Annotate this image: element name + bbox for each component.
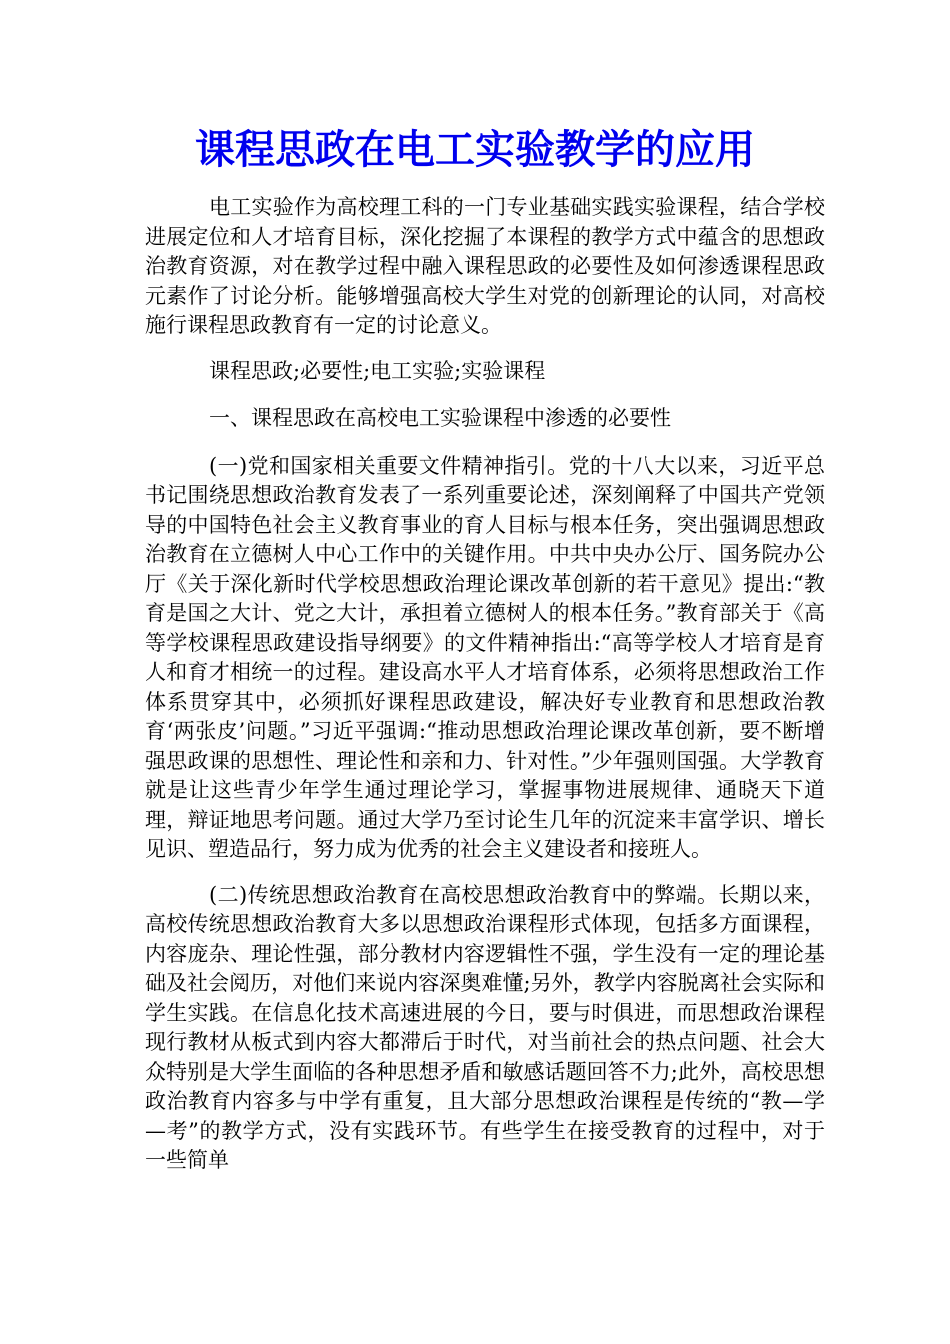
abstract-paragraph: 电工实验作为高校理工科的一门专业基础实践实验课程，结合学校进展定位和人才培育目标，深化挖掘了本课程的教学方式中蕴含的思想政治教育资源，对在教学过程中融入课程思政的必要性及如何渗透课程思政元素作了讨论分析。能够增强高校大学生对党的创新理论的认同，对高校施行课程思政教育有一定的讨论意义。 — [145, 195, 825, 337]
document-body — [145, 193, 825, 1192]
body-paragraph: (一)党和国家相关重要文件精神指引。党的十八大以来，习近平总书记围绕思想政治教育发表了一系列重要论述，深刻阐释了中国共产党领导的中国特色社会主义教育事业的育人目标与根本任务，突出强调思想政治教育在立德树人中心工作中的关键作用。中共中央办公厅、国务院办公厅《关于深化新时代学校思想政治理论课改革创新的若干意见》提出:“教育是国之大计、党之大计，承担着立德树人的根本任务。”教育部关于《高等学校课程思政建设指导纲要》的文件精神指出:“高等学校人才培育是育人和育才相统一的过程。建设高水平人才培育体系，必须将思想政治工作体系贯穿其中，必须抓好课程思政建设，解决好专业教育和思想政治教育‘两张皮’问题。”习近平强调:“推动思想政治理论课改革创新，要不断增强思政课的思想性、理论性和亲和力、针对性。”少年强则国强。大学教育就是让这些青少年学生通过理论学习，掌握事物进展规律、通晓天下道理，辩证地思考问题。通过大学乃至讨论生几年的沉淀来丰富学识、增长见识、塑造品行，努力成为优秀的社会主义建设者和接班人。 — [145, 453, 825, 861]
section-heading: 一、课程思政在高校电工实验课程中渗透的必要性 — [209, 406, 671, 430]
keywords-line: 课程思政;必要性;电工实验;实验课程 — [209, 358, 546, 383]
body-paragraph: (二)传统思想政治教育在高校思想政治教育中的弊端。长期以来，高校传统思想政治教育大多以思想政治课程形式体现，包括多方面课程，内容庞杂、理论性强，部分教材内容逻辑性不强，学生没有一定的理论基础及社会阅历，对他们来说内容深奥难懂;另外，教学内容脱离社会实际和学生实践。在信息化技术高速进展的今日，要与时俱进，而思想政治课程现行教材从板式到内容大都滞后于时代，对当前社会的热点问题、社会大众特别是大学生面临的各种思想矛盾和敏感话题回答不力;此外，高校思想政治教育内容多与中学有重复，且大部分思想政治课程是传统的“教—学—考”的教学方式，没有实践环节。有些学生在接受教育的过程中，对于一些简单 — [145, 882, 825, 1172]
document-title: 课程思政在电工实验教学的应用 — [195, 126, 755, 173]
